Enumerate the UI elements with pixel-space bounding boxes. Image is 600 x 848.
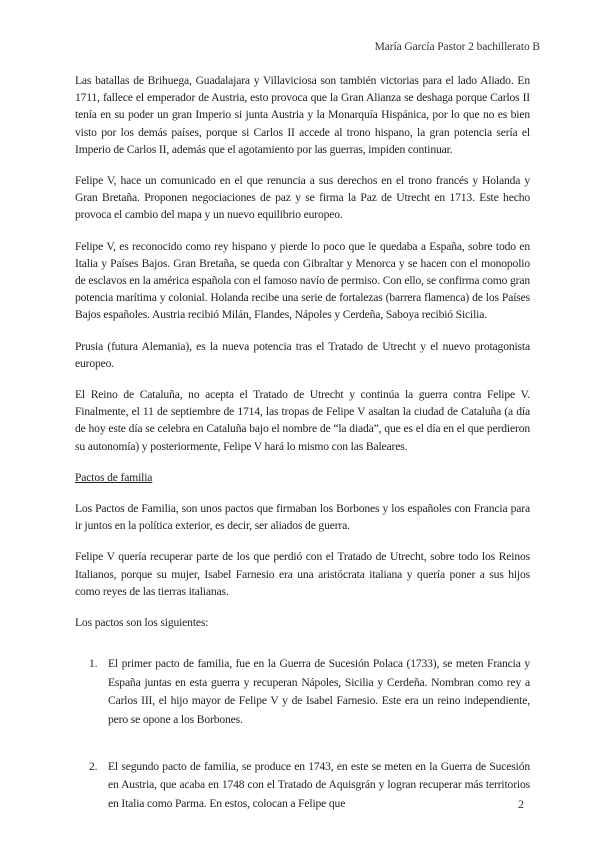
section-heading: Pactos de familia [75, 470, 153, 484]
document-body [75, 72, 530, 842]
page-header-author: María García Pastor 2 bachillerato B [374, 41, 540, 53]
list-intro: Los pactos son los siguientes: [75, 616, 209, 630]
list-item-text: El primer pacto de familia, fue en la Guerra de Sucesión Polaca (1733), se meten Francia y España juntas en esta guerra y recuperan Nápoles, Sicilia y Cerdeña. Nombran como rey a Carlos III, el hijo mayor de Felipe V y de Isabel Farnesio. Este era un reino independiente, pero se opone a los Borbones. [108, 657, 530, 726]
list-item [75, 655, 530, 729]
paragraph-felipe-goals: Felipe V quería recuperar parte de los que perdió con el Tratado de Utrecht, sobre todo los Reinos Italianos, porque su mujer, Isabel Farnesio era una aristócrata italiana y quería poner a sus hijos como reyes de las tierras italianas. [75, 550, 530, 598]
paragraph-territorial-changes: Felipe V, es reconocido como rey hispano y pierde lo poco que le quedaba a España, sobre todo en Italia y Países Bajos. Gran Bretaña, se queda con Gibraltar y Menorca y se hacen con el monopolio de esclavos en la américa española con el famoso navío de permiso. Con ello, se confirma como gran potencia marítima y colonial. Holanda recibe una serie de fortalezas (barrera flamenca) de los Países Bajos españoles. Austria recibió Milán, Flandes, Nápoles y Cerdeña, Saboya recibió Sicilia. [75, 239, 531, 322]
list-item [75, 758, 530, 813]
paragraph-prussia: Prusia (futura Alemania), es la nueva potencia tras el Tratado de Utrecht y el nuevo protagonista europeo. [75, 339, 530, 370]
paragraph-catalonia: El Reino de Cataluña, no acepta el Tratado de Utrecht y continúa la guerra contra Felipe V. Finalmente, el 11 de septiembre de 1714, las tropas de Felipe V asaltan la ciudad de Cataluña (a día de hoy este día se celebra en Cataluña bajo el nombre de “la diada”, que es el día en el que perdieron su autonomía) y posteriormente, Felipe V hará lo mismo con las Baleares. [75, 388, 530, 453]
page-number: 2 [518, 797, 524, 811]
pacts-list [75, 655, 530, 813]
list-item-number: 2. [89, 759, 98, 773]
list-item-text: El segundo pacto de familia, se produce en 1743, en este se meten en la Guerra de Sucesión en Austria, que acaba en 1748 con el Tratado de Aquisgrán y logran recuperar más territorios en Italia como Parma. En estos, colocan a Felipe que [108, 759, 530, 810]
paragraph-family-pacts-definition: Los Pactos de Familia, son unos pactos que firmaban los Borbones y los españoles con Francia para ir juntos en la política exterior, es decir, ser aliados de guerra. [75, 502, 530, 533]
paragraph-alliance-collapse: Las batallas de Brihuega, Guadalajara y Villaviciosa son también victorias para el lado Aliado. En 1711, fallece el emperador de Austria, esto provoca que la Gran Alianza se deshaga porque Carlos II tenía en su poder un gran Imperio si junta Austria y la Monarquía Hispánica, por lo que no es bien visto por los demás países, porque si Carlos II accede al trono hispano, la gran potencia sería el Imperio de Carlos II, además que el agotamiento por las guerras, impiden continuar. [75, 74, 530, 156]
list-item-number: 1. [89, 657, 98, 671]
paragraph-utrecht-peace: Felipe V, hace un comunicado en el que renuncia a sus derechos en el trono francés y Holanda y Gran Bretaña. Proponen negociaciones de paz y se firma la Paz de Utrecht en 1713. Este hecho provoca el cambio del mapa y un nuevo equilibrio europeo. [75, 174, 530, 222]
